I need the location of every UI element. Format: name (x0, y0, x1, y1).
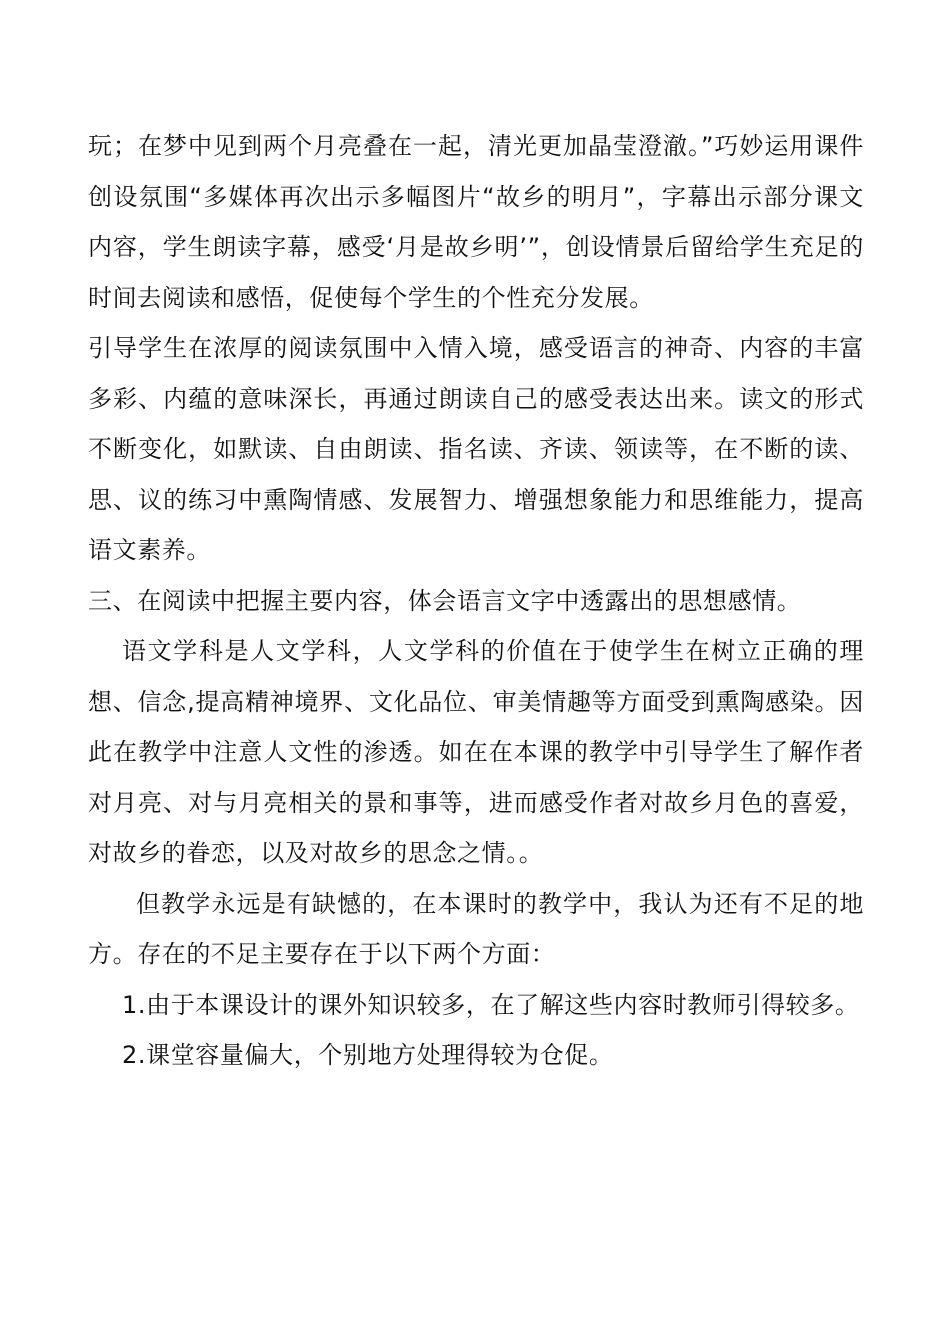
list-item-second: 2.课堂容量偏大，个别地方处理得较为仓促。 (122, 1041, 614, 1069)
list-item-first: 1.由于本课设计的课外知识较多，在了解这些内容时教师引得较多。 (122, 990, 860, 1019)
paragraph-guiding-students: 引导学生在浓厚的阅读氛围中入情入境，感受语言的神奇、内容的丰富多彩、内蕴的意味深长，再通过朗读自己的感受表达出来。读文的形式不断变化，如默读、自由朗读、指名读、齐读、领读等，在不断的读、思、议的练习中熏陶情感、发展智力、增强想象能力和思维能力，提高语文素养。 (88, 334, 864, 564)
paragraph-humanities: 语文学科是人文学科，人文学科的价值在于使学生在树立正确的理想、信念,提高精神境界、文化品位、审美情趣等方面受到熏陶感染。因此在教学中注意人文性的渗透。如在在本课的教学中引导学生了解作者对月亮、对与月亮相关的景和事等，进而感受作者对故乡月色的喜爱，对故乡的眷恋，以及对故乡的思念之情。。 (88, 637, 864, 867)
paragraph-reading-atmosphere: 玩；在梦中见到两个月亮叠在一起，清光更加晶莹澄澈。”巧妙运用课件创设氛围“多媒体再次出示多幅图片“故乡的明月”，字幕出示部分课文内容，学生朗读字幕，感受‘月是故乡明’”，创设情景后留给学生充足的时间去阅读和感悟，促使每个学生的个性充分发展。 (88, 132, 864, 312)
document-body (88, 121, 864, 1081)
paragraph-shortcomings: 但教学永远是有缺憾的，在本课时的教学中，我认为还有不足的地方。存在的不足主要存在于以下两个方面： (88, 889, 864, 968)
section-heading-three: 三、在阅读中把握主要内容，体会语言文字中透露出的思想感情。 (88, 586, 802, 615)
